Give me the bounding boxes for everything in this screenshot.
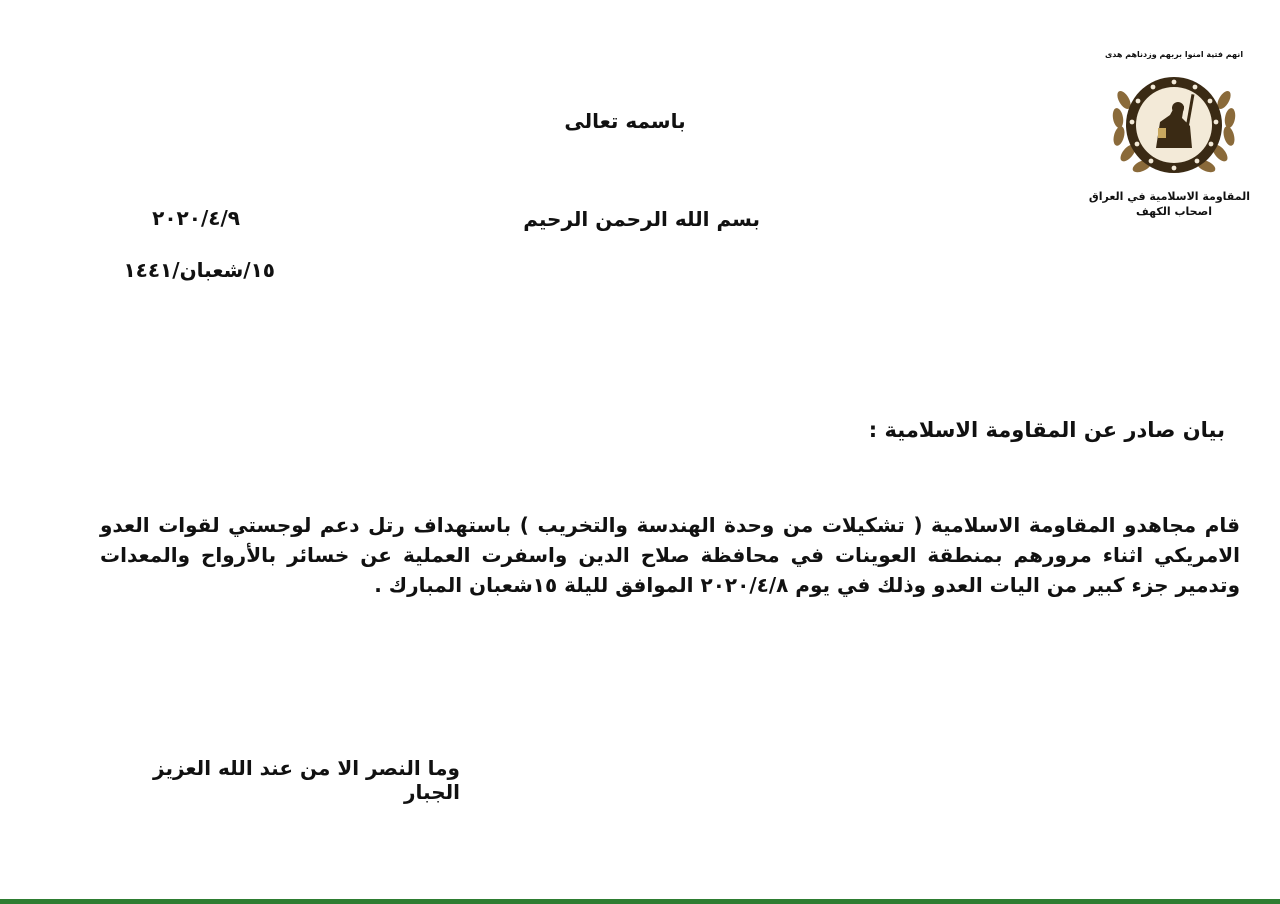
organization-emblem (1088, 50, 1250, 220)
emblem-organization-name: المقاومة الاسلامية في العراق (1088, 190, 1250, 203)
statement-body: قام مجاهدو المقاومة الاسلامية ( تشكيلات من وحدة الهندسة والتخريب ) باستهداف رتل دعم لوجستي لقوات العدو الامريكي اثناء مرورهم بمنطقة العوينات في محافظة صلاح الدين واسفرت العملية عن خسائر بالأرواح والمعدات وتدمير جزء كبير من اليات العدو وذلك في يوم ٢٠٢٠/٤/٨ الموافق لليلة ١٥شعبان المبارك . (100, 513, 1240, 597)
date-hijri: ١٥/شعبان/١٤٤١ (123, 258, 275, 282)
closing-verse: وما النصر الا من عند الله العزيز الجبار (153, 756, 460, 804)
date-gregorian: ٢٠٢٠/٤/٩ (152, 206, 240, 230)
basmala: بسم الله الرحمن الرحيم (523, 207, 760, 231)
emblem-motto: انهم فتية امنوا بربهم وزدناهم هدى (1104, 50, 1244, 59)
footer-divider (0, 899, 1280, 904)
top-heading: باسمه تعالى (564, 109, 686, 133)
emblem-seal-icon (1104, 60, 1244, 190)
emblem-organization-subname: اصحاب الكهف (1135, 205, 1212, 218)
statement-title: بيان صادر عن المقاومة الاسلامية : (868, 418, 1225, 442)
